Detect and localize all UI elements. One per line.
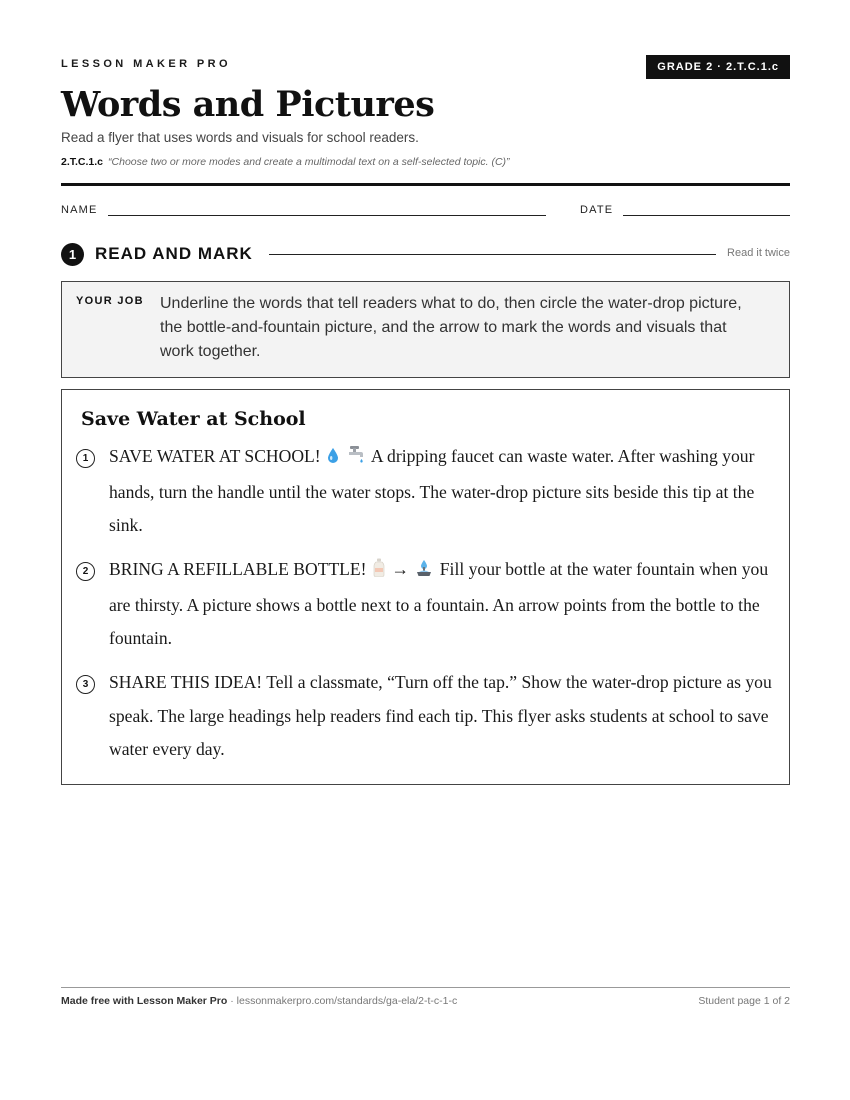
name-field[interactable] <box>108 215 546 216</box>
bottle-icon <box>373 555 385 589</box>
faucet-icon <box>347 442 365 476</box>
tip-text: SHARE THIS IDEA! Tell a classmate, “Turn off the tap.” Show the water-drop picture as you speak. The large headings help readers find each tip. This flyer asks students at school to save water every day. <box>109 672 772 759</box>
tip-number: 3 <box>76 675 95 694</box>
fountain-icon <box>415 555 433 589</box>
worksheet-page <box>61 0 790 1100</box>
tip-lead: BRING A REFILLABLE BOTTLE! <box>109 559 367 579</box>
grade-badge: GRADE 2 · 2.T.C.1.c <box>646 55 790 79</box>
arrow-icon: → <box>391 559 409 579</box>
standard-quote: “Choose two or more modes and create a multimodal text on a self-selected topic. (C)” <box>108 156 510 168</box>
name-label: NAME <box>61 204 98 216</box>
instructions-box <box>61 281 790 378</box>
standard-code: 2.T.C.1.c <box>61 156 104 168</box>
section-rule <box>269 254 716 255</box>
page-subtitle: Read a flyer that uses words and visuals for school readers. <box>61 130 419 145</box>
section-header <box>61 242 790 268</box>
tip-text <box>109 553 777 656</box>
footer-made-with: Made free with Lesson Maker Pro <box>61 995 228 1007</box>
tip-number: 2 <box>76 562 95 581</box>
section-number-badge: 1 <box>61 243 84 266</box>
page-title: Words and Pictures <box>61 84 435 125</box>
name-date-row <box>61 203 790 219</box>
footer-credit <box>61 995 457 1007</box>
instructions-label: YOUR JOB <box>76 295 144 307</box>
brand-label: LESSON MAKER PRO <box>61 58 231 70</box>
tip-number: 1 <box>76 449 95 468</box>
page-number: Student page 1 of 2 <box>698 995 790 1007</box>
header-divider <box>61 183 790 186</box>
section-title: READ AND MARK <box>95 244 253 263</box>
tip-text <box>109 440 777 543</box>
standard-line <box>61 156 510 168</box>
flyer-box <box>61 389 790 785</box>
flyer-title: Save Water at School <box>81 408 306 430</box>
tip-body: Fill your bottle at the water fountain when you are thirsty. A picture shows a bottle next to a fountain. An arrow points from the bottle to the fountain. <box>109 559 769 648</box>
date-field[interactable] <box>623 215 790 216</box>
footer-url[interactable]: · lessonmakerpro.com/standards/ga-ela/2-t-c-1-c <box>227 995 458 1007</box>
footer-divider <box>61 987 790 988</box>
date-label: DATE <box>580 204 614 216</box>
tip-body: A dripping faucet can waste water. After washing your hands, turn the handle until the water stops. The water-drop picture sits beside this tip at the sink. <box>109 446 755 535</box>
water-drop-icon <box>327 442 339 476</box>
tip-lead: SAVE WATER AT SCHOOL! <box>109 446 321 466</box>
instructions-text: Underline the words that tell readers what to do, then circle the water-drop picture, the bottle-and-fountain picture, and the arrow to mark the words and visuals that work together. <box>160 295 742 360</box>
section-note: Read it twice <box>727 247 790 259</box>
